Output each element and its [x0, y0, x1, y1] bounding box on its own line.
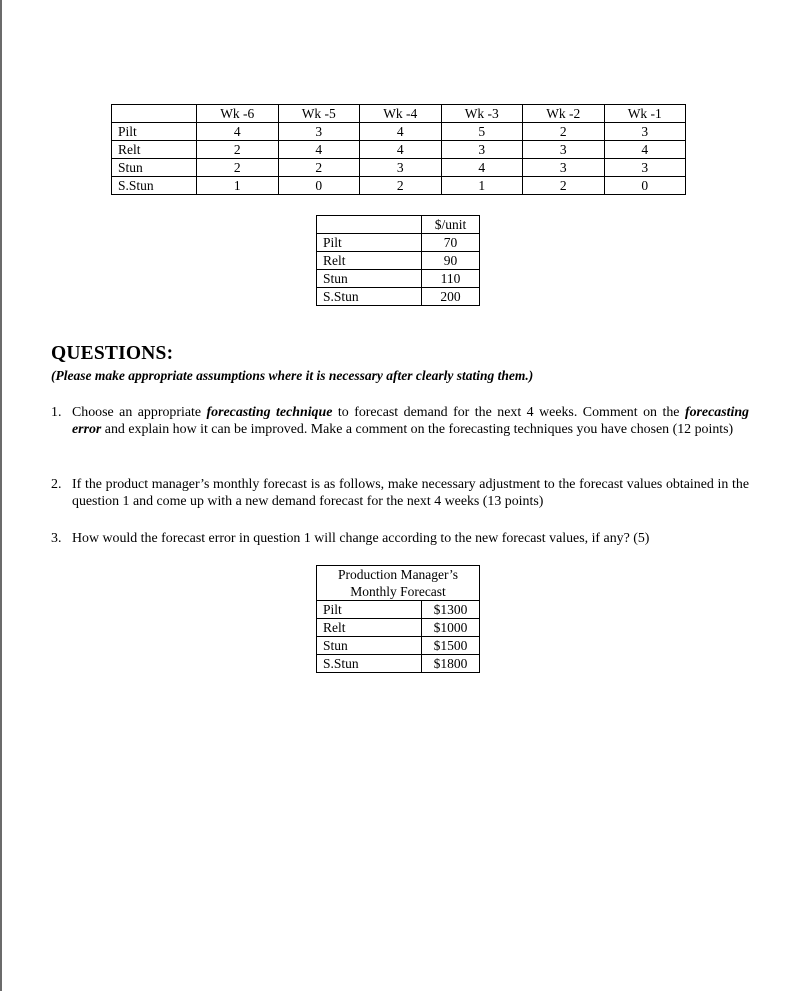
table-row: [317, 234, 480, 252]
table-row: [317, 619, 480, 637]
value-cell: 4: [441, 159, 523, 177]
product-cell: Relt: [317, 252, 422, 270]
table-row: [317, 637, 480, 655]
value-cell: 4: [360, 141, 442, 159]
value-cell: 4: [197, 123, 279, 141]
question-3: [51, 530, 749, 547]
product-cell: Relt: [317, 619, 422, 637]
header-cell: Wk -1: [604, 105, 686, 123]
value-cell: 3: [604, 123, 686, 141]
table-row: [112, 141, 686, 159]
value-cell: 1: [441, 177, 523, 195]
question-text-part: to forecast demand for the next 4 weeks. Comment on the: [332, 405, 685, 420]
product-cell: Pilt: [317, 601, 422, 619]
table-title-row: [317, 566, 480, 601]
header-cell: Wk -6: [197, 105, 279, 123]
value-cell: 4: [278, 141, 360, 159]
price-cell: 200: [422, 288, 480, 306]
question-text: How would the forecast error in question 1 will change according to the new forecast values, if any? (5): [72, 531, 650, 546]
forecast-title-line2: Monthly Forecast: [350, 584, 446, 599]
table-header-row: [317, 216, 480, 234]
question-number: 3.: [51, 531, 62, 546]
product-cell: Relt: [112, 141, 197, 159]
value-cell: 0: [604, 177, 686, 195]
value-cell: 2: [523, 177, 605, 195]
forecast-title-cell: [317, 566, 480, 601]
price-cell: 70: [422, 234, 480, 252]
product-cell: Stun: [317, 637, 422, 655]
value-cell: 2: [197, 159, 279, 177]
value-cell: 2: [197, 141, 279, 159]
value-cell: 3: [360, 159, 442, 177]
question-number: 1.: [51, 405, 62, 420]
table-row: [317, 270, 480, 288]
value-cell: 2: [523, 123, 605, 141]
page-left-edge: [0, 0, 2, 991]
product-cell: S.Stun: [317, 288, 422, 306]
table-row: [317, 601, 480, 619]
value-cell: 3: [523, 159, 605, 177]
header-cell: [112, 105, 197, 123]
forecast-value-cell: $1800: [422, 655, 480, 673]
header-cell: Wk -4: [360, 105, 442, 123]
questions-heading: QUESTIONS:: [51, 343, 174, 364]
question-1: [51, 404, 749, 438]
value-cell: 3: [441, 141, 523, 159]
price-cell: 110: [422, 270, 480, 288]
value-cell: 3: [278, 123, 360, 141]
price-cell: 90: [422, 252, 480, 270]
header-cell: Wk -5: [278, 105, 360, 123]
value-cell: 1: [197, 177, 279, 195]
table-row: [112, 159, 686, 177]
assumptions-note: (Please make appropriate assumptions where it is necessary after clearly stating them.): [51, 368, 534, 383]
product-cell: Stun: [317, 270, 422, 288]
question-text-part: Choose an appropriate: [72, 405, 207, 420]
forecast-value-cell: $1300: [422, 601, 480, 619]
emphasis-forecasting-error: forecasting error: [72, 405, 749, 437]
header-cell: Wk -3: [441, 105, 523, 123]
header-cell: $/unit: [422, 216, 480, 234]
table-row: [112, 123, 686, 141]
product-cell: Pilt: [317, 234, 422, 252]
value-cell: 5: [441, 123, 523, 141]
table-header-row: [112, 105, 686, 123]
empty-header-cell: [317, 216, 422, 234]
table-row: [317, 252, 480, 270]
product-cell: S.Stun: [317, 655, 422, 673]
question-text-part: and explain how it can be improved. Make a comment on the forecasting techniques you have chosen (12 points): [101, 422, 734, 437]
monthly-forecast-table: [316, 565, 480, 673]
value-cell: 0: [278, 177, 360, 195]
value-cell: 3: [523, 141, 605, 159]
table-row: [317, 288, 480, 306]
question-2: [51, 476, 749, 510]
forecast-title-line1: Production Manager’s: [337, 567, 459, 582]
forecast-value-cell: $1500: [422, 637, 480, 655]
value-cell: 4: [604, 141, 686, 159]
value-cell: 3: [604, 159, 686, 177]
unit-price-table: [316, 215, 480, 306]
product-cell: Stun: [112, 159, 197, 177]
header-cell: Wk -2: [523, 105, 605, 123]
question-text: If the product manager’s monthly forecast is as follows, make necessary adjustment to the forecast values obtained in the question 1 and come up with a new demand forecast for the next 4 weeks (13 points): [72, 477, 749, 509]
emphasis-forecasting-technique: forecasting technique: [206, 405, 333, 420]
value-cell: 2: [278, 159, 360, 177]
question-text: [72, 404, 749, 438]
forecast-value-cell: $1000: [422, 619, 480, 637]
product-cell: S.Stun: [112, 177, 197, 195]
weekly-demand-table: [111, 104, 686, 195]
table-row: [317, 655, 480, 673]
question-number: 2.: [51, 477, 62, 492]
product-cell: Pilt: [112, 123, 197, 141]
table-row: [112, 177, 686, 195]
value-cell: 2: [360, 177, 442, 195]
value-cell: 4: [360, 123, 442, 141]
